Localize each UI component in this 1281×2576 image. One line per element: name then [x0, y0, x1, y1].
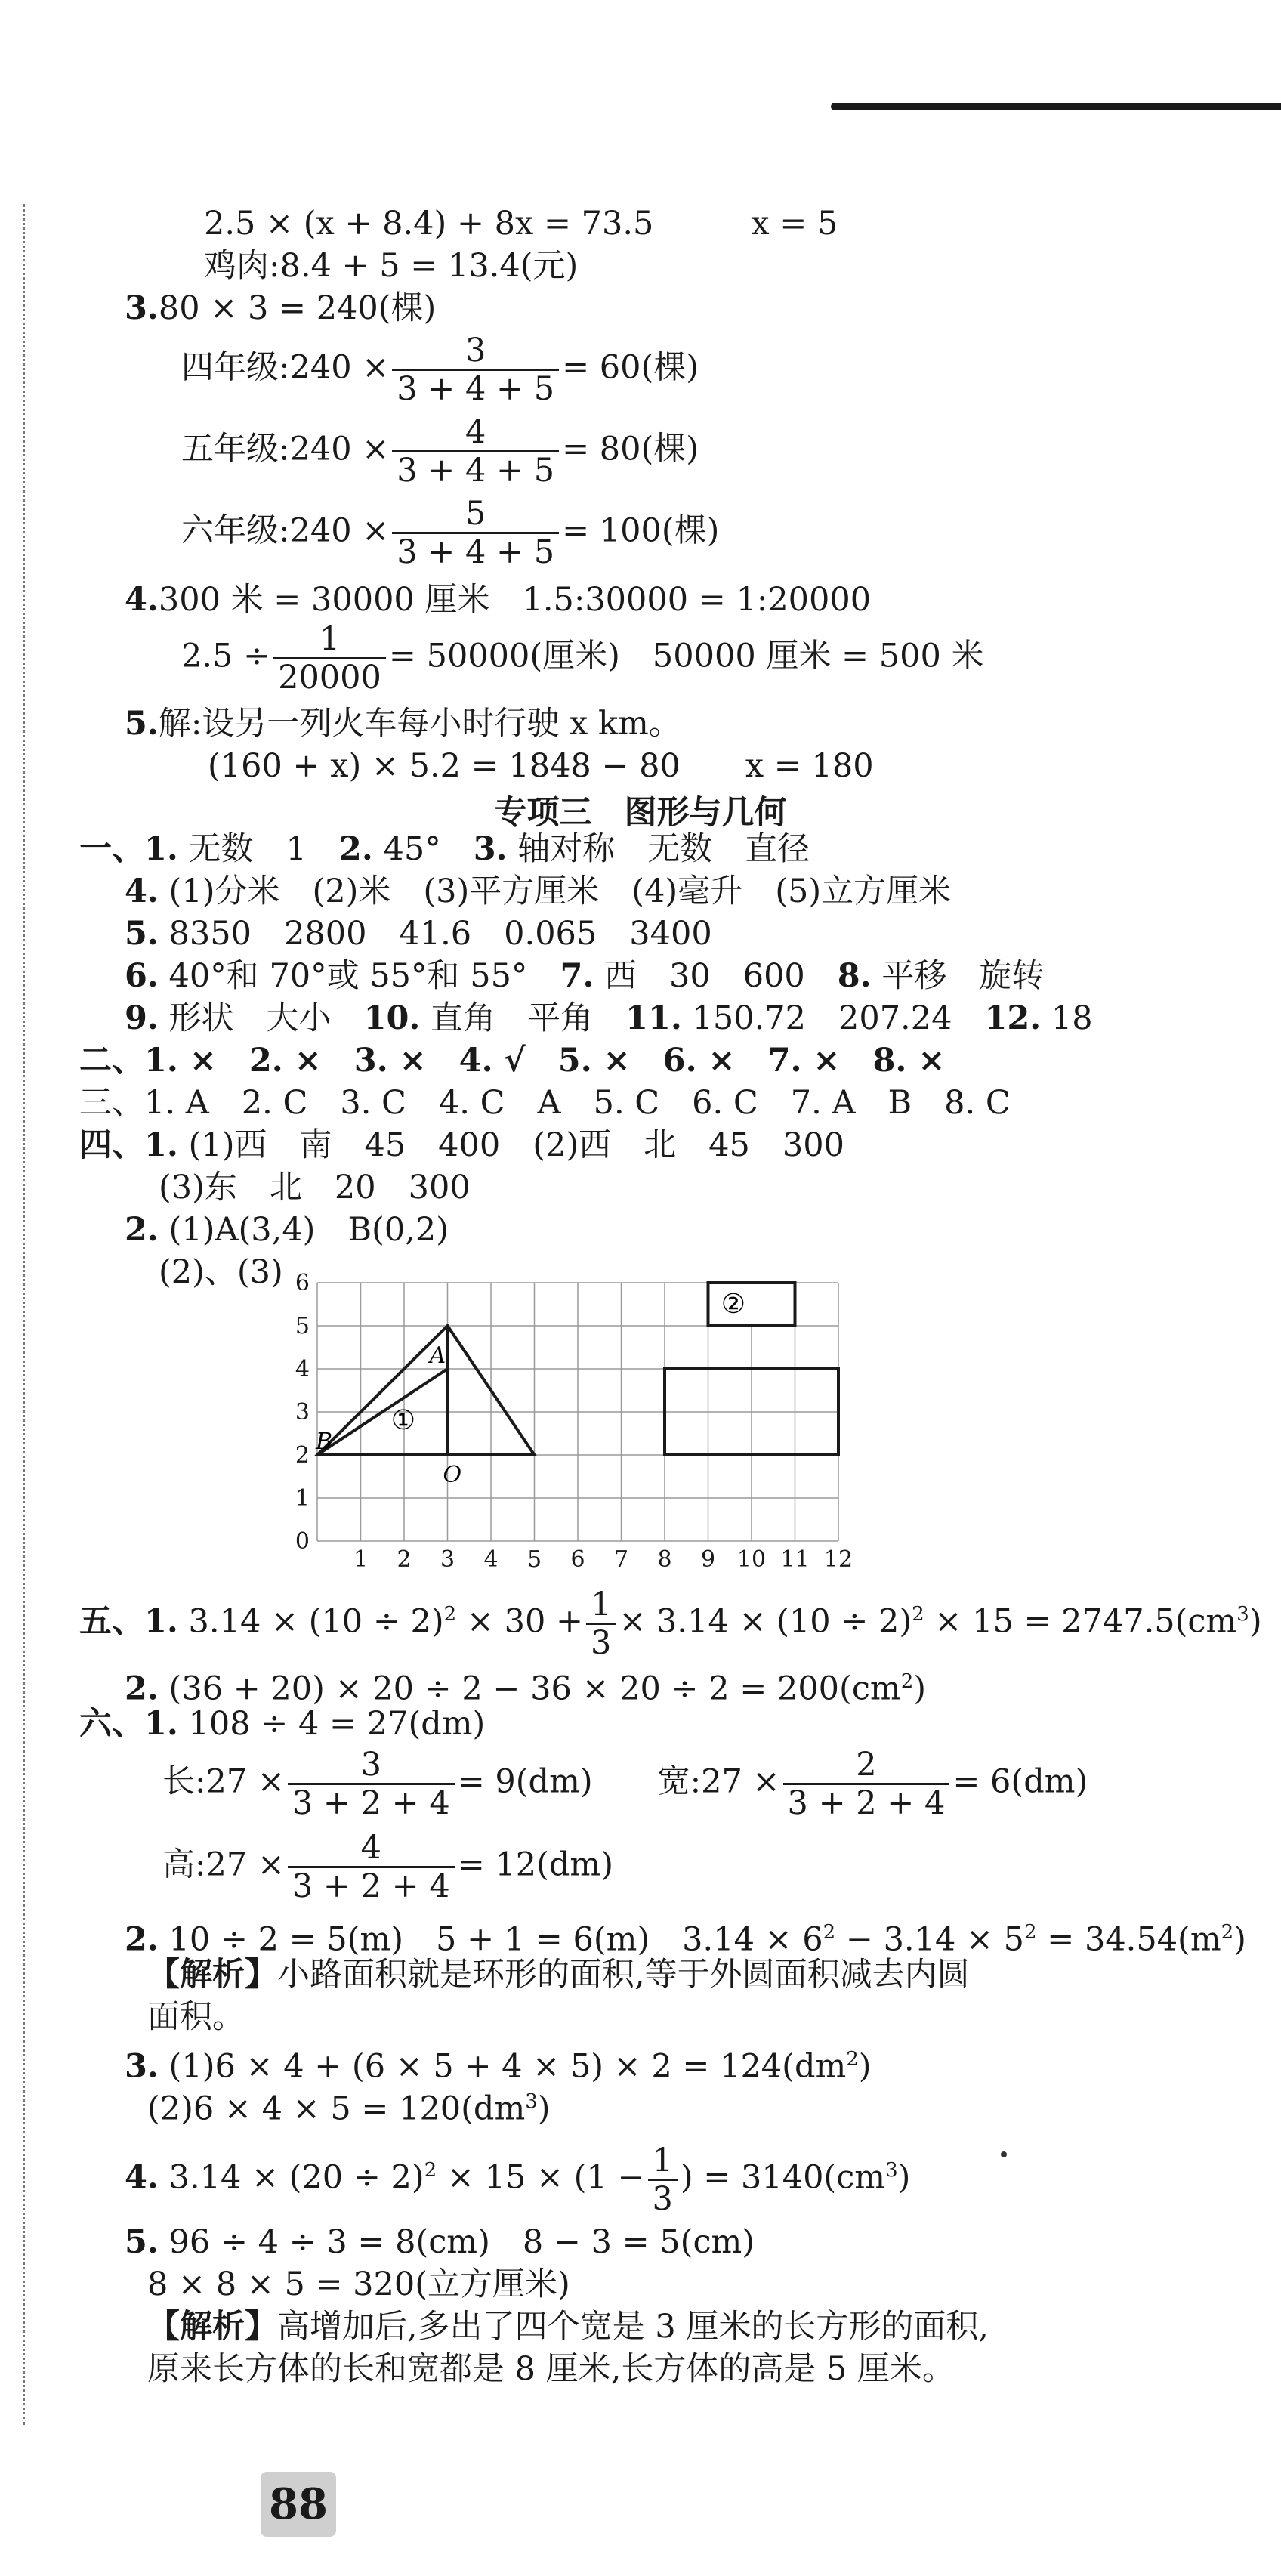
s1-q3: 3. — [473, 830, 508, 868]
s6-high-line — [162, 1830, 613, 1904]
superscript: 2 — [900, 1670, 914, 1693]
s1-q9-text: 形状 大小 — [158, 999, 364, 1037]
s5-close: ) — [1249, 1602, 1262, 1641]
x-tick-label: 7 — [613, 1546, 629, 1573]
s1-q11: 11. — [625, 999, 682, 1037]
s5-mid: × 30 + — [456, 1602, 583, 1641]
superscript: 2 — [1221, 1921, 1234, 1944]
s5-label: 五、1. — [79, 1602, 178, 1641]
high-label: 高:27 × — [162, 1846, 285, 1884]
s1-line5 — [125, 999, 1093, 1038]
x-tick-label: 3 — [440, 1546, 455, 1573]
frac-numerator: 2 — [856, 1746, 877, 1784]
s6-q2: 2. — [125, 1920, 159, 1959]
s5-q2: 2. — [125, 1669, 159, 1708]
s5-line1 — [79, 1586, 1262, 1661]
frac-numerator: 1 — [591, 1586, 612, 1623]
superscript: 2 — [823, 1921, 836, 1944]
x-tick-label: 9 — [700, 1546, 716, 1573]
s6-q4-text: 3.14 × (20 ÷ 2) — [158, 2158, 424, 2197]
s6-q4-close: ) — [897, 2158, 911, 2197]
scale-fraction — [273, 621, 386, 696]
s6-q3: 3. — [125, 2047, 159, 2086]
s1-q6: 6. — [125, 957, 159, 995]
s6-q4-line — [125, 2142, 910, 2217]
s6-q3b-text: (2)6 × 4 × 5 = 120(dm — [147, 2090, 526, 2128]
header-rule — [831, 103, 1281, 110]
s5-q2-close: ) — [913, 1669, 927, 1708]
s1-line2 — [125, 872, 951, 911]
high-result: = 12(dm) — [457, 1846, 613, 1884]
s5-post: × 3.14 × (10 ÷ 2) — [619, 1602, 912, 1641]
s6-q5-line2: 8 × 8 × 5 = 320(立方厘米) — [147, 2266, 570, 2303]
point-O-label: O — [443, 1462, 462, 1488]
q4-number: 4. — [125, 581, 159, 619]
point-A-label: A — [429, 1342, 446, 1369]
s1-text: 无数 1 — [177, 830, 339, 868]
s1-q8: 8. — [837, 957, 872, 995]
q3-number: 3. — [125, 289, 159, 327]
s6-label: 六、1. — [79, 1705, 178, 1743]
s4-line2: (3)东 北 20 300 — [159, 1169, 471, 1206]
long-fraction — [288, 1747, 455, 1821]
grade4-fraction — [392, 332, 559, 407]
s1-q7-text: 西 30 600 — [594, 957, 838, 995]
frac-denominator: 3 + 2 + 4 — [783, 1783, 950, 1821]
s1-line4 — [125, 956, 1044, 996]
s1-q2: 2. — [338, 830, 373, 868]
analysis1-line1 — [147, 1955, 970, 1994]
q3-line — [125, 289, 436, 328]
s1-q10-text: 直角 平角 — [420, 999, 626, 1037]
s6-long-wide-line — [162, 1747, 1088, 1821]
superscript: 2 — [912, 1603, 924, 1626]
grade4-result: = 60(棵) — [562, 348, 699, 387]
x-tick-label: 12 — [823, 1546, 853, 1573]
frac-numerator: 1 — [652, 2142, 673, 2179]
s6-q3-text: (1)6 × 4 + (6 × 5 + 4 × 5) × 2 = 124(dm — [158, 2047, 847, 2086]
analysis2-line1 — [147, 2307, 989, 2346]
frac-numerator: 3 — [465, 332, 486, 369]
s1-q11-text: 150.72 207.24 — [681, 999, 985, 1037]
frac-numerator: 4 — [465, 413, 486, 451]
s6-q2-line — [125, 1913, 1246, 1959]
frac-denominator: 3 — [586, 1623, 616, 1661]
grade6-line — [181, 496, 719, 570]
long-label: 长:27 × — [162, 1762, 285, 1801]
s4-line3 — [125, 1210, 449, 1249]
grade5-line — [181, 414, 699, 489]
grade4-line — [181, 332, 699, 407]
s4-text: (1)西 南 45 400 (2)西 北 45 300 — [177, 1126, 844, 1164]
wide-label: 宽:27 × — [657, 1762, 780, 1801]
analysis1-line2: 面积。 — [147, 1998, 245, 2036]
frac-denominator: 3 + 4 + 5 — [392, 532, 559, 570]
s6-q4: 4. — [125, 2158, 159, 2197]
y-tick-label: 5 — [295, 1313, 310, 1339]
margin-dotted-line — [23, 204, 25, 2425]
s5-end: × 15 = 2747.5(cm — [924, 1602, 1237, 1641]
superscript: 2 — [846, 2048, 859, 2071]
analysis-tag: 【解析】 — [147, 2308, 277, 2346]
s6-line1 — [79, 1704, 485, 1744]
grade6-label: 六年级:240 × — [181, 511, 390, 550]
s1-q10: 10. — [363, 999, 421, 1037]
equation-line: 2.5 × (x + 8.4) + 8x = 73.5 x = 5 — [204, 205, 838, 242]
s1-q12: 12. — [984, 999, 1042, 1037]
grade4-label: 四年级:240 × — [181, 348, 390, 387]
s5-line2 — [125, 1662, 926, 1708]
superscript: 3 — [885, 2159, 898, 2182]
x-tick-label: 8 — [657, 1546, 672, 1573]
y-tick-label: 4 — [295, 1356, 310, 1382]
stray-dot — [1001, 2151, 1007, 2157]
analysis-text: 高增加后,多出了四个宽是 3 厘米的长方形的面积, — [277, 2308, 989, 2346]
q5-equation: (160 + x) × 5.2 = 1848 − 80 x = 180 — [208, 747, 874, 785]
grade5-fraction — [392, 414, 559, 489]
s1-q9: 9. — [125, 999, 159, 1037]
s6-q5: 5. — [125, 2223, 159, 2261]
q5-line — [125, 704, 681, 743]
scale-line — [181, 621, 984, 696]
frac-numerator: 3 — [360, 1746, 381, 1784]
s6-text: 108 ÷ 4 = 27(dm) — [177, 1705, 486, 1743]
frac-denominator: 20000 — [273, 657, 386, 696]
point-B-label: B — [316, 1429, 333, 1455]
page-number: 88 — [261, 2472, 336, 2537]
s6-q4-mid: × 15 × (1 − — [437, 2158, 645, 2197]
superscript: 3 — [525, 2090, 538, 2113]
q4-text: 300 米 = 30000 厘米 1.5:30000 = 1:20000 — [158, 581, 872, 619]
shape-1-label: ① — [390, 1404, 416, 1436]
y-tick-label: 1 — [295, 1485, 310, 1512]
q3-text: 80 × 3 = 240(棵) — [158, 289, 437, 327]
superscript: 2 — [1024, 1921, 1037, 1944]
s5-pre: 3.14 × (10 ÷ 2) — [177, 1602, 444, 1641]
s5-q2-text: (36 + 20) × 20 ÷ 2 − 36 × 20 ÷ 2 = 200(cm — [158, 1669, 901, 1708]
superscript: 2 — [443, 1603, 457, 1626]
s5-fraction — [586, 1586, 616, 1661]
s6-q2-text: 10 ÷ 2 = 5(m) 5 + 1 = 6(m) 3.14 × 6 — [158, 1920, 823, 1959]
s6-q3-line2 — [147, 2082, 551, 2128]
superscript: 2 — [424, 2159, 437, 2182]
q4-line — [125, 580, 871, 619]
s6-q3-line1 — [125, 2040, 872, 2086]
frac-denominator: 3 + 2 + 4 — [288, 1783, 455, 1821]
s6-q2-mid: − 3.14 × 5 — [835, 1920, 1025, 1959]
s6-q2-close: ) — [1233, 1920, 1246, 1959]
s4-line1 — [79, 1126, 844, 1165]
q5-text: 解:设另一列火车每小时行驶 x km。 — [158, 705, 681, 743]
frac-denominator: 3 — [648, 2179, 678, 2217]
s4-line4: (2)、(3) — [159, 1253, 283, 1291]
grade5-result: = 80(棵) — [562, 430, 699, 468]
grade5-label: 五年级:240 × — [181, 430, 390, 468]
s1-line1 — [79, 829, 810, 869]
q5-number: 5. — [125, 705, 159, 743]
s4-label: 四、1. — [79, 1126, 178, 1164]
y-tick-label: 6 — [295, 1270, 310, 1296]
scale-result: = 50000(厘米) 50000 厘米 = 500 米 — [388, 637, 984, 675]
x-tick-label: 6 — [570, 1546, 585, 1573]
frac-denominator: 3 + 4 + 5 — [392, 369, 559, 407]
x-tick-label: 11 — [780, 1546, 810, 1573]
long-result: = 9(dm) — [457, 1762, 593, 1801]
shape-2-label: ② — [721, 1288, 746, 1320]
s2-line: 二、1. × 2. × 3. × 4. √ 5. × 6. × 7. × 8. × — [79, 1042, 946, 1080]
grade6-fraction — [392, 496, 559, 570]
frac-denominator: 3 + 2 + 4 — [288, 1866, 455, 1904]
s1-q3-text: 轴对称 无数 直径 — [507, 830, 810, 868]
triangle-shape — [317, 1326, 535, 1455]
s6-q5-text: 96 ÷ 4 ÷ 3 = 8(cm) 8 − 3 = 5(cm) — [158, 2223, 755, 2261]
wide-result: = 6(dm) — [952, 1762, 1088, 1801]
analysis-text: 小路面积就是环形的面积,等于外圆面积减去内圆 — [277, 1956, 970, 1994]
superscript: 3 — [1236, 1603, 1249, 1626]
s6-q3b-close: ) — [537, 2090, 551, 2128]
s1-q2-text: 45° — [372, 830, 474, 868]
frac-numerator: 4 — [360, 1829, 381, 1867]
s1-q5: 5. — [125, 915, 159, 953]
s1-q4-text: (1)分米 (2)米 (3)平方厘米 (4)毫升 (5)立方厘米 — [158, 873, 952, 910]
x-tick-label: 10 — [736, 1546, 767, 1573]
s1-q6-text: 40°和 70°或 55°和 55° — [158, 957, 560, 995]
s1-line3 — [125, 914, 712, 953]
frac-numerator: 5 — [465, 495, 486, 533]
s6-q4-end: ) = 3140(cm — [680, 2158, 886, 2197]
s3-line: 三、1. A 2. C 3. C 4. C A 5. C 6. C 7. A B 8. C — [79, 1084, 1011, 1122]
s1-q8-text: 平移 旋转 — [871, 957, 1045, 995]
s1-q7: 7. — [560, 957, 594, 995]
wide-fraction — [783, 1747, 950, 1821]
high-fraction — [288, 1830, 455, 1904]
chicken-line: 鸡肉:8.4 + 5 = 13.4(元) — [204, 247, 579, 285]
s6-q5-line1 — [125, 2222, 755, 2262]
s4-q2: 2. — [125, 1211, 159, 1249]
frac-numerator: 1 — [319, 620, 341, 658]
y-tick-label: 0 — [295, 1528, 310, 1555]
s1-q5-text: 8350 2800 41.6 0.065 3400 — [158, 915, 712, 953]
s1-label: 一、1. — [79, 830, 178, 868]
frac-denominator: 3 + 4 + 5 — [392, 450, 559, 489]
y-tick-label: 3 — [295, 1399, 310, 1425]
s4-q2-text: (1)A(3,4) B(0,2) — [158, 1211, 449, 1249]
s1-q4: 4. — [125, 873, 159, 910]
grade6-result: = 100(棵) — [562, 511, 720, 550]
scale-prefix: 2.5 ÷ — [181, 637, 271, 675]
x-tick-label: 4 — [483, 1546, 499, 1573]
analysis2-line2: 原来长方体的长和宽都是 8 厘米,长方体的高是 5 厘米。 — [147, 2350, 955, 2388]
x-tick-label: 1 — [353, 1546, 369, 1573]
x-tick-label: 5 — [526, 1546, 542, 1573]
x-tick-label: 2 — [397, 1546, 412, 1573]
s6-q4-fraction — [648, 2142, 678, 2217]
y-tick-label: 2 — [295, 1442, 310, 1469]
coordinate-grid — [272, 1270, 853, 1573]
section-title: 专项三 图形与几何 — [494, 794, 787, 832]
analysis-tag: 【解析】 — [147, 1956, 277, 1994]
s6-q2-end: = 34.54(m — [1036, 1920, 1221, 1959]
s1-q12-text: 18 — [1041, 999, 1093, 1037]
s6-q3-close: ) — [858, 2047, 872, 2086]
